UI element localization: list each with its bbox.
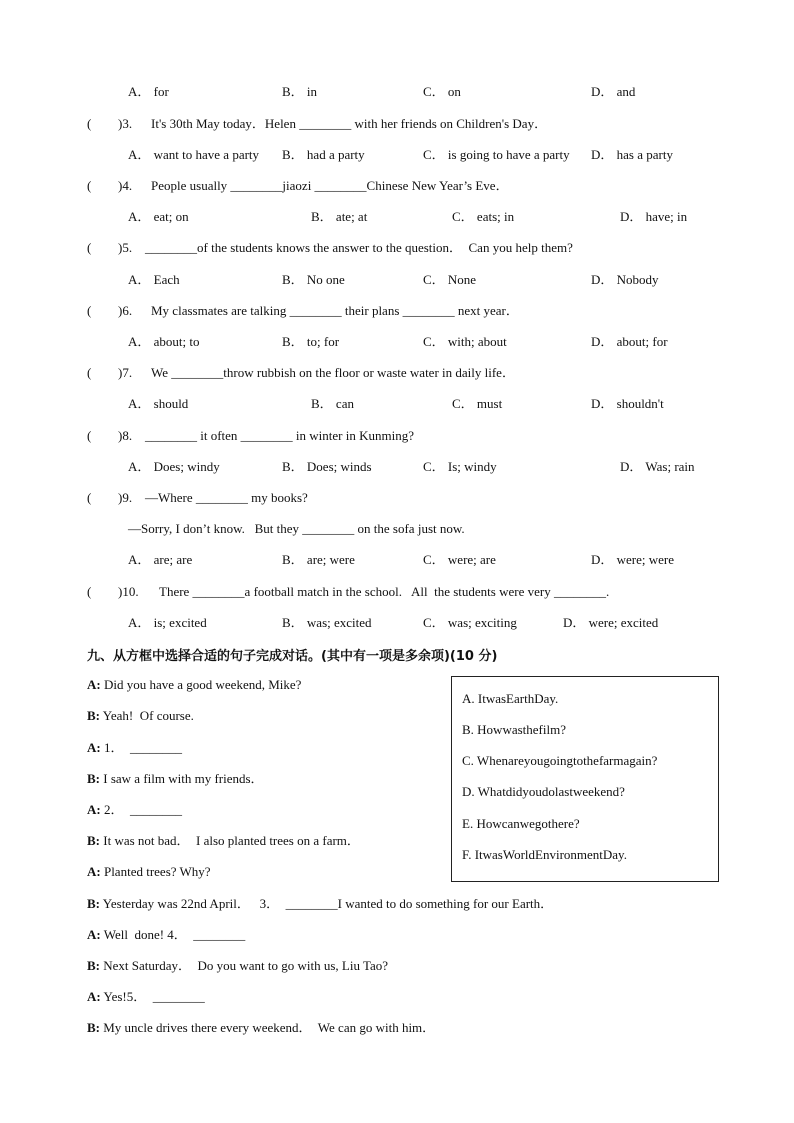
dialogue-line[interactable]: [87, 802, 182, 818]
box-option-d[interactable]: D. Whatdidyoudolastweekend?: [462, 784, 625, 799]
option-c[interactable]: C． None: [423, 272, 477, 287]
answer-paren[interactable]: (: [87, 116, 92, 131]
question-number: )5.: [118, 240, 133, 255]
speaker-label: A:: [87, 802, 101, 817]
question-stem: People usually ________jiaozi ________Chinese New Year’s Eve．: [151, 178, 509, 193]
option-d[interactable]: D． have; in: [620, 209, 688, 224]
option-d[interactable]: D． Was; rain: [620, 459, 695, 474]
dialogue-blank-2[interactable]: 2． ________: [103, 802, 182, 817]
dialogue-text: Next Saturday． Do you want to go with us, Liu Tao?: [103, 958, 389, 973]
question-stem: My classmates are talking ________ their plans ________ next year．: [151, 303, 519, 318]
option-b[interactable]: B． had a party: [282, 147, 365, 162]
speaker-label: B:: [87, 958, 100, 973]
dialogue-line[interactable]: [87, 740, 182, 756]
box-option-c[interactable]: C. Whenareyougoingtothefarmagain?: [462, 753, 658, 768]
answer-paren[interactable]: (: [87, 178, 92, 193]
question-stem: ________of the students knows the answer to the question． Can you help them?: [145, 240, 573, 255]
option-d[interactable]: D． has a party: [591, 147, 673, 162]
option-a[interactable]: A． want to have a party: [128, 147, 260, 162]
answer-paren[interactable]: (: [87, 490, 92, 505]
question-number: )6.: [118, 303, 133, 318]
answer-paren[interactable]: (: [87, 365, 92, 380]
dialogue-text: Yeah! Of course.: [102, 708, 194, 723]
dialogue-line[interactable]: [87, 989, 205, 1005]
option-d[interactable]: D． shouldn't: [591, 396, 664, 411]
option-a[interactable]: A． Each: [128, 272, 180, 287]
option-c[interactable]: C． Is; windy: [423, 459, 497, 474]
option-a[interactable]: A． is; excited: [128, 615, 207, 630]
speaker-label: A:: [87, 989, 101, 1004]
speaker-label: A:: [87, 740, 101, 755]
option-d[interactable]: D． were; excited: [563, 615, 659, 630]
answer-paren[interactable]: (: [87, 240, 92, 255]
option-c[interactable]: C． with; about: [423, 334, 507, 349]
question-stem: It's 30th May today．Helen ________ with her friends on Children's Day．: [151, 116, 548, 131]
q2-option-a[interactable]: A． for: [128, 84, 169, 99]
speaker-label: A:: [87, 864, 101, 879]
dialogue-line[interactable]: [87, 927, 245, 943]
q2-option-d[interactable]: D． and: [591, 84, 636, 99]
dialogue-line: [87, 833, 360, 849]
option-c[interactable]: C． was; exciting: [423, 615, 517, 630]
speaker-label: B:: [87, 833, 100, 848]
box-option-e[interactable]: E. Howcanwegothere?: [462, 816, 580, 831]
question-number: )8.: [118, 428, 133, 443]
dialogue-line[interactable]: [87, 896, 553, 912]
dialogue-text: My uncle drives there every weekend． We can go with him．: [103, 1020, 436, 1035]
box-option-f[interactable]: F. ItwasWorldEnvironmentDay.: [462, 847, 627, 862]
option-d[interactable]: D． Nobody: [591, 272, 659, 287]
option-b[interactable]: B． ate; at: [311, 209, 368, 224]
dialogue-blank-1[interactable]: 1． ________: [103, 740, 182, 755]
option-a[interactable]: A． are; are: [128, 552, 193, 567]
q2-option-c[interactable]: C． on: [423, 84, 461, 99]
speaker-label: B:: [87, 708, 100, 723]
question-number: )9.: [118, 490, 133, 505]
dialogue-line: [87, 771, 264, 787]
dialogue-blank-4[interactable]: Well done! 4． ________: [103, 927, 246, 942]
answer-paren[interactable]: (: [87, 428, 92, 443]
dialogue-line: [87, 677, 301, 693]
dialogue-text: I saw a film with my friends．: [103, 771, 264, 786]
option-a[interactable]: A． eat; on: [128, 209, 189, 224]
question-number: )4.: [118, 178, 133, 193]
dialogue-text: Planted trees? Why?: [103, 864, 211, 879]
option-b[interactable]: B． Does; winds: [282, 459, 372, 474]
option-a[interactable]: A． Does; windy: [128, 459, 220, 474]
question-number: )10.: [118, 584, 139, 599]
dialogue-line: [87, 864, 211, 880]
option-c[interactable]: C． must: [452, 396, 503, 411]
answer-paren[interactable]: (: [87, 584, 92, 599]
option-a[interactable]: A． about; to: [128, 334, 200, 349]
answer-options-box: [451, 676, 719, 882]
question-number: )3.: [118, 116, 133, 131]
question-stem-reply: —Sorry, I don’t know. But they ________ on the sofa just now.: [128, 521, 465, 536]
option-a[interactable]: A． should: [128, 396, 189, 411]
option-b[interactable]: B． No one: [282, 272, 345, 287]
option-b[interactable]: B． to; for: [282, 334, 340, 349]
option-b[interactable]: B． can: [311, 396, 354, 411]
q2-option-b[interactable]: B． in: [282, 84, 318, 99]
option-c[interactable]: C． eats; in: [452, 209, 515, 224]
speaker-label: B:: [87, 1020, 100, 1035]
dialogue-blank-3[interactable]: Yesterday was 22nd April． 3． ________I wanted to do something for our Earth．: [102, 896, 554, 911]
question-stem: There ________a football match in the school. All the students were very ________.: [159, 584, 610, 599]
dialogue-blank-5[interactable]: Yes!5． ________: [103, 989, 205, 1004]
option-c[interactable]: C． were; are: [423, 552, 496, 567]
section-9-title: 九、从方框中选择合适的句子完成对话。(其中有一项是多余项)(10 分): [87, 649, 498, 664]
question-number: )7.: [118, 365, 133, 380]
option-c[interactable]: C． is going to have a party: [423, 147, 570, 162]
box-option-b[interactable]: B. Howwasthefilm?: [462, 722, 566, 737]
dialogue-text: It was not bad． I also planted trees on a farm．: [103, 833, 360, 848]
question-stem: We ________throw rubbish on the floor or waste water in daily life．: [151, 365, 515, 380]
dialogue-text: Did you have a good weekend, Mike?: [103, 677, 302, 692]
speaker-label: A:: [87, 927, 101, 942]
speaker-label: B:: [87, 771, 100, 786]
question-stem: —Where ________ my books?: [145, 490, 308, 505]
option-b[interactable]: B． are; were: [282, 552, 355, 567]
speaker-label: A:: [87, 677, 101, 692]
option-b[interactable]: B． was; excited: [282, 615, 372, 630]
dialogue-line: [87, 1020, 435, 1036]
option-d[interactable]: D． about; for: [591, 334, 668, 349]
box-option-a[interactable]: A. ItwasEarthDay.: [462, 691, 559, 706]
dialogue-line: [87, 708, 194, 724]
option-d[interactable]: D． were; were: [591, 552, 675, 567]
dialogue-line: [87, 958, 388, 974]
speaker-label: B:: [87, 896, 100, 911]
answer-paren[interactable]: (: [87, 303, 92, 318]
question-stem: ________ it often ________ in winter in Kunming?: [145, 428, 415, 443]
